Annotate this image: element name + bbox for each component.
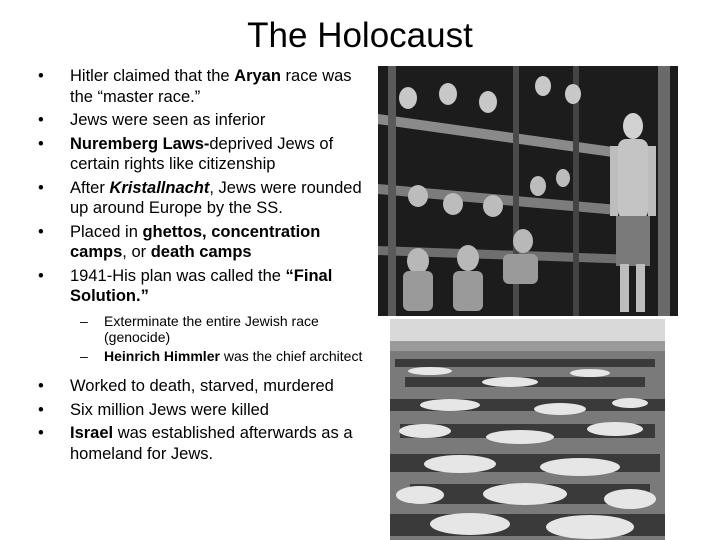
bullet-inferior: • Jews were seen as inferior bbox=[32, 110, 372, 131]
camp-victims-photo bbox=[390, 319, 665, 540]
sub-bullet-exterminate: – Exterminate the entire Jewish race (genocide) bbox=[70, 313, 372, 346]
bullet-kristallnacht: • After Kristallnacht, Jews were rounded up around Europe by the SS. bbox=[32, 178, 372, 219]
sub-bullet-himmler: – Heinrich Himmler was the chief architect bbox=[70, 348, 372, 365]
bullet-aryan: • Hitler claimed that the Aryan race was the “master race.” bbox=[32, 66, 372, 107]
bullet-final-solution: • 1941-His plan was called the “Final Solution.” – Exterminate the entire Jewish race (genocide) – Heinrich Himmler was the chief architect bbox=[32, 266, 372, 365]
slide-title: The Holocaust bbox=[247, 16, 473, 55]
bullet-six-million: • Six million Jews were killed bbox=[32, 400, 372, 421]
bullet-israel: • Israel was established afterwards as a homeland for Jews. bbox=[32, 423, 372, 464]
bullet-ghettos: • Placed in ghettos, concentration camps, or death camps bbox=[32, 222, 372, 263]
bullet-list bbox=[32, 66, 372, 467]
bullet-nuremberg: • Nuremberg Laws-deprived Jews of certain rights like citizenship bbox=[32, 134, 372, 175]
sub-bullet-list bbox=[70, 313, 372, 365]
bullet-worked-to-death: • Worked to death, starved, murdered bbox=[32, 376, 372, 397]
prisoners-bunks-photo bbox=[378, 66, 678, 316]
